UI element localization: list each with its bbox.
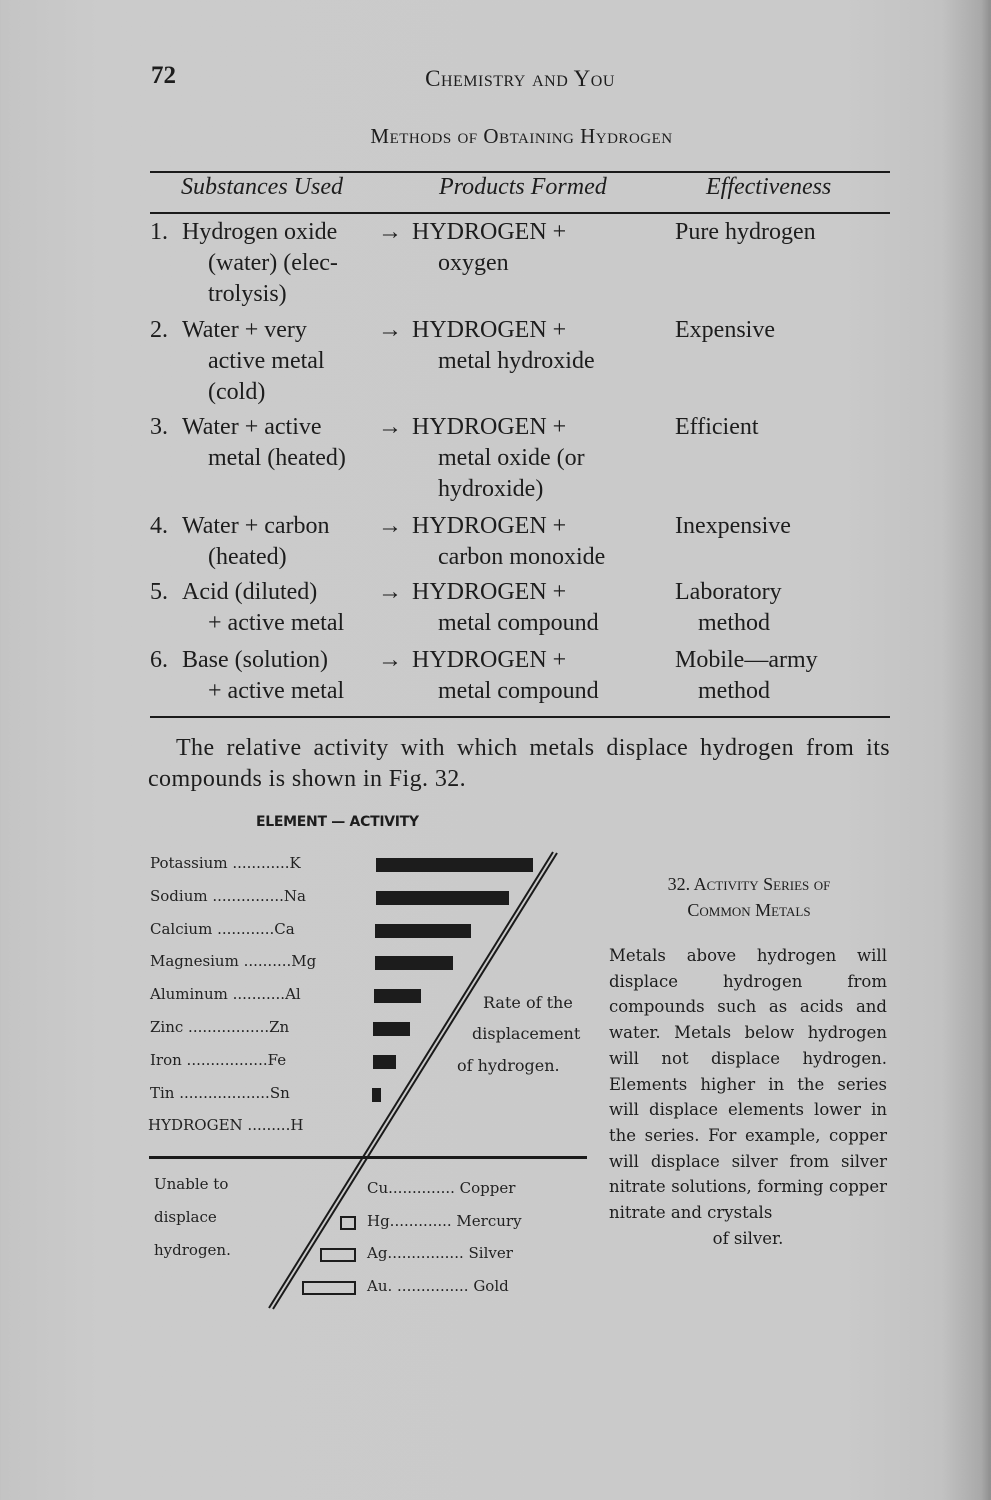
substance-line: active metal (208, 348, 325, 374)
product-line: HYDROGEN + (412, 414, 567, 440)
product-line: HYDROGEN + (412, 579, 567, 605)
element-label: HYDROGEN .........H (148, 1116, 304, 1135)
unable-label-2: displace (154, 1208, 217, 1226)
row-number: 5. (150, 579, 168, 605)
arrow: → (378, 647, 402, 673)
substance-line: Acid (diluted) (182, 579, 318, 605)
figure-caption-title-2: Common Metals (687, 900, 811, 920)
element-label: Hg............. Mercury (367, 1211, 522, 1230)
header-products: Products Formed (439, 174, 607, 200)
substance-line: metal (heated) (208, 445, 346, 471)
effectiveness-line: Laboratory (675, 579, 782, 605)
unable-label-3: hydrogen. (154, 1241, 231, 1259)
rate-label-2: displacement (472, 1024, 581, 1043)
arrow: → (378, 513, 402, 539)
row-number: 2. (150, 317, 168, 343)
arrow: → (378, 219, 402, 245)
element-label: Aluminum ...........Al (150, 985, 301, 1004)
product-line: HYDROGEN + (412, 317, 567, 343)
substance-line: Water + carbon (182, 513, 330, 539)
effectiveness-line: Efficient (675, 414, 759, 440)
effectiveness-line: Expensive (675, 317, 775, 343)
caption-last-line: of silver. (712, 1228, 784, 1248)
element-label: Sodium ...............Na (150, 886, 306, 905)
substance-line: (cold) (208, 379, 266, 405)
element-label: Iron .................Fe (150, 1050, 287, 1069)
element-label: Magnesium ..........Mg (150, 952, 317, 971)
arrow: → (378, 317, 402, 343)
substance-line: (heated) (208, 544, 287, 570)
substance-line: Water + very (182, 317, 307, 343)
element-label: Cu.............. Copper (367, 1179, 516, 1197)
element-label: Tin ...................Sn (150, 1083, 290, 1102)
row-number: 6. (150, 647, 168, 673)
arrow: → (378, 579, 402, 605)
product-line: HYDROGEN + (412, 647, 567, 673)
row-number: 3. (150, 414, 168, 440)
header-substances: Substances Used (181, 174, 343, 200)
header-effectiveness: Effectiveness (706, 174, 832, 200)
running-head: Chemistry and You (425, 66, 615, 91)
substance-line: Hydrogen oxide (182, 219, 338, 245)
effectiveness-line: Mobile—army (675, 647, 818, 673)
rate-label-1: Rate of the (483, 993, 573, 1012)
body-paragraph: The relative activity with which metals displace hydrogen from its compounds is shown in Fig. 32. (148, 735, 890, 792)
element-label: Au. ............... Gold (367, 1277, 509, 1296)
substance-line: Water + active (182, 414, 322, 440)
figure-caption-body (609, 943, 887, 1251)
element-label: Calcium ............Ca (150, 919, 295, 938)
product-line: metal compound (438, 610, 599, 636)
row-number: 4. (150, 513, 168, 539)
effectiveness-line: method (698, 678, 770, 704)
row-number: 1. (150, 219, 168, 245)
element-label: Zinc .................Zn (150, 1018, 290, 1036)
page-number: 72 (151, 62, 176, 89)
product-line: carbon monoxide (438, 544, 606, 570)
product-line: HYDROGEN + (412, 219, 567, 245)
product-line: metal compound (438, 678, 599, 704)
table-title: Methods of Obtaining Hydrogen (370, 124, 673, 148)
substance-line: Base (solution) (182, 647, 328, 673)
element-label: Potassium ............K (150, 854, 301, 872)
unable-label-1: Unable to (154, 1175, 229, 1193)
substance-line: + active metal (208, 610, 345, 636)
product-line: HYDROGEN + (412, 513, 567, 539)
product-line: metal oxide (or (438, 445, 585, 471)
substance-line: + active metal (208, 678, 345, 704)
product-line: metal hydroxide (438, 348, 595, 374)
effectiveness-line: Pure hydrogen (675, 219, 816, 245)
caption-text: Metals above hydrogen will displace hydrogen from compounds such as acids and water. Metals below hydrogen will not displace hydrogen. Elements higher in the series will displace elements lower in the series. For example, copper will displace silver from silver nitrate solutions, forming copper nitrate and crystals (609, 946, 887, 1223)
product-line: hydroxide) (438, 476, 544, 502)
effectiveness-line: method (698, 610, 770, 636)
element-label: Ag................ Silver (367, 1244, 513, 1263)
arrow: → (378, 414, 402, 440)
substance-line: trolysis) (208, 281, 287, 307)
substance-line: (water) (elec- (208, 250, 338, 276)
effectiveness-line: Inexpensive (675, 513, 791, 539)
rate-label-3: of hydrogen. (457, 1056, 560, 1075)
figure-caption-title-1: 32. Activity Series of (667, 874, 831, 894)
product-line: oxygen (438, 250, 509, 276)
figure-heading: ELEMENT — ACTIVITY (256, 814, 419, 830)
